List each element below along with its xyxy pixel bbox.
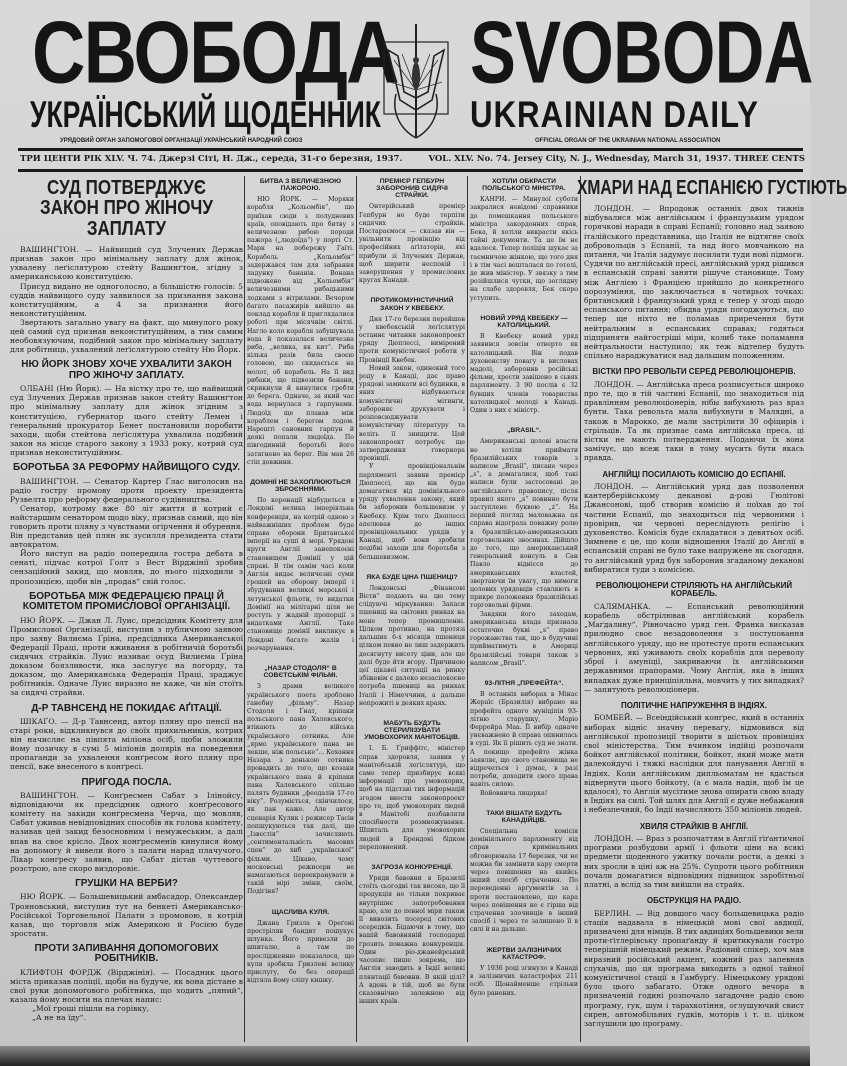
article-paragraph: БЕРЛИН. — Від довшого часу большевицька радіо стація надавала в німецькій мові свої авдиції, призначені для німців. В тих авдиціях большевики вели проти-ґітлерівську пропаґанду й критикували гостро теперішній німецький режим. Радіовий спікер, хоч мав виразний російський акцент, кожний раз запевняв слухачів, що ця програма виходить з одної тайної комуністичної стації в Гамбурґу. Німецькому урядові було цього забагато. Отже одного вечора в призначеній годині розпочало загадочне радіо свою програму, гук, шум і тарахкотіння, оглушуючий свист сирен, автомобільних гудків, моторів і т. п. цілком заглушили цю програму. xyxy=(584,908,804,1028)
column-2 xyxy=(247,178,354,1044)
article-headline: БОРОТЬБА МІЖ ФЕДЕРАЦІЄЮ ПРАЦІ Й КОМІТЕТОМ ПРОМИСЛОВОЇ ОРГАНІЗАЦІЇ. xyxy=(22,590,231,613)
article-paragraph: Американські цолові власти не хотіли приймати бразилійських товарів з написом „Brasil“, писане через „s“, а домагалися, щоб такі написи були застосовані до англійського правопису, після правил якого „s“ повинно бути заступлене буквою „z“. На перший погляд маловажна ця справа відограла поважну ролю в бразилійсько-американських торговельних зносинах. Дійшло до того, що американський ґенеральний консуль в Сан Павло віднісся до американських властей, звертаючи їм увагу, що вимоги цолових урядовців ставляють в прикре положення бразилійські торговельні фірми. xyxy=(470,438,578,610)
article-paragraph: ОЛБАНІ (Ню Йорк). — На вістку про те, що найвищий суд Злучених Держав признав закон стейту Вашинґтон про мінімальну заплату для жінок згідним з конституцією, ґубернатор цього стейту Лемен і ґенеральний прокуратор Бенет постановили поробити заходи, щоби стейтова леґіслятура ухвалила подібний закон на місце старого закону з 1933 року, котрий суд признав неконституційним. xyxy=(10,384,243,457)
article-paragraph: ЛОНДОН. — Англійський уряд дав позволення кантерберійському деканові д-рові Гюлітові Джансонові, щоб створив комісію й поїхав до тої частини Еспанії, що знаходиться під червоними і провірив, чи червоні переслідують релігію і духовенство. Комісія буде складатися з девятьох осіб. Зимнене є це, що коли відношення Італії до Англії в еспанській справі не було таке напружене як сьогодня, то англійський уряд був заборонив згаданому деканові вибиратися туди з комісією. xyxy=(584,482,804,574)
masthead-tagline-latin: OFFICIAL ORGAN OF THE UKRAINIAN NATIONAL ASSOCIATION xyxy=(535,138,721,144)
article-paragraph: Лондонські „Фінансові Вісти“ подають на цю тему слідуючі міркування: Запаси пшениці на світових ринках на мене тепер промишленні. Цілком противно, на протязі дальших 6-х місяців пшениця цілком певно не лиш задержить досягнуту висоту ціни, але ще далі буде йти вгору. Причиною цеї цікавої ситуації на ринку збіжевім є далеко незаспокоєне потреба пшениці на ринках Італії і Німеччини, а дальше непрожиті в деяких краях. xyxy=(359,584,465,707)
article-headline: АНГЛІЙЦІ ПОСИЛАЮТЬ КОМІСІЮ ДО ЕСПАНІЇ. xyxy=(602,469,786,479)
article-paragraph: НЮ ЙОРК. — Большевицький амбасадор, Олександер Трояновський, виступив тут на бенкеті Американсько-Російської Торговельної Палати з промовою, в котрій казав, що торговля між Америкою й Росією буде зростати. xyxy=(10,892,243,938)
article-paragraph: САЛЯМАНКА. — Еспанський революційний корабель обстрілював англійський корабель „Маґдалину“. Рівночасно уряд ген. Франка висказав прилюдно своє незадоволення з поступовання англійського уряду, що не протестує проти еспанських червоних, які уживають своїх кораблів для переволу зброї і амуніції, закриваючи їх англійськими державними прапорами. Чому Англія, яка в інших випадках дуже принціпіяльна, мовчить у тих випадках? — запитують революціонери. xyxy=(584,601,804,694)
article xyxy=(10,704,243,772)
article-paragraph: У провінціональнім парляменті заявив премієр Дюплессі, що він буде домагатися від домініяльного уряду ухвалення закону, який би заборонив большевизм у Квебеку. Крім того Дюплессі апелював до інших провінціональних урядів у Канаді, щоб вони зробили подібні заходи для боротьби з большевизмом. xyxy=(359,463,465,561)
column-5 xyxy=(577,177,847,1044)
article-headline: ВІСТКИ ПРО РЕВОЛЬТИ СЕРЕД РЕВОЛЮЦІОНЕРІВ. xyxy=(592,367,796,377)
article-verse-line: „Мої гроші пішли на горівку, xyxy=(32,1004,150,1014)
article-headline: НЮ ЙОРК ЗНОВУ ХОЧЕ УХВАЛИТИ ЗАКОН ПРО ЖІНОЧУ ЗАПЛАТУ. xyxy=(21,359,232,381)
masthead-subtitle-cyrillic: УКРАЇНСЬКИЙ ЩОДЕННИК xyxy=(30,93,381,136)
article-paragraph: Присуд видано не одноголосно, а більшістю голосів: 5 суддів найвищого суду заявилося за признання закона конституційним, а 4 за признання його неконституційним. xyxy=(10,281,243,318)
article-paragraph: ВАШИНҐТОН. — Найвищий суд Злучених Держав признав закон про мінімальну заплату для жінок, ухвалену леґіслятурою стейту Вашинґтон, згідну з американською конституцією. xyxy=(10,245,243,282)
masthead-title-latin: SVOBODA xyxy=(470,2,813,102)
article-headline: ПРИГОДА ПОСЛА. xyxy=(81,776,172,788)
article xyxy=(584,582,804,694)
article-paragraph: Його виступ на радіо попередила гостра дебата в сенаті, підчас котрої Голт з Вест Вірджінії зробив сензаційний закид, що мовляв, до нього підходили з пропозицією, щоби він „продав“ свій голос. xyxy=(10,549,243,586)
article xyxy=(247,479,354,653)
article xyxy=(470,315,578,415)
article-headline: ПРОТИ ЗАПИВАННЯ ДОПОМОГОВИХ РОБІТНИКІВ. xyxy=(34,942,219,965)
article-headline: ХМАРИ НАД ЕСПАНІЄЮ ГУСТІЮТЬ xyxy=(577,177,847,199)
column-1 xyxy=(10,178,243,1044)
column-divider xyxy=(356,176,357,1042)
article-headline: ХОТІЛИ ОБКРАСТИ ПОЛЬСЬКОГО МІНІСТРА. xyxy=(482,178,566,193)
scan-edge xyxy=(0,1046,810,1066)
article xyxy=(247,665,354,897)
article-headline: ГРУШКИ НА ВЕРБИ? xyxy=(75,877,178,889)
article-headline: 93-ЛІТНЯ „ПРЕФЕЙТА“. xyxy=(484,679,564,687)
article xyxy=(470,680,578,798)
article-paragraph: Сенатор, котрому вже 80 літ життя й котрий є найстаршим сенатором щодо віку, признав самий, що він говорить проти пляну з чувствами огірчення й обурення. Він представив цей плян як зусилля президента стати автократом. xyxy=(10,503,243,550)
article-headline: БОРОТЬБА ЗА РЕФОРМУ НАЙВИЩОГО СУДУ. xyxy=(12,462,241,474)
article xyxy=(359,864,465,1006)
article-paragraph: По коронації відбудеться в Лондоні велика імперіяльна конференція, на котрій одною з найважніших проблем буде справа оборони Британської імперії на суші й морі. Урядові круги Англії занепокоєні становищем Домінії у цій справі. В тім самім часі коли Англія видає величезні суми грошей на оборону імперії і збудування великої морської і летунської фльоти, то видатки Домінії на мілітарні ціли не ростуть у жадній пропорції з видатками Англії. Таке становище домінії викликує в Лондоні багато жалів і розчарування. xyxy=(247,497,354,652)
article-headline: „BRASIL“. xyxy=(507,427,541,435)
article-paragraph: І. Б. Ґриффітс, міністер справ здоровля, заявив у манітобській леґіслятурі, що саме тепер призбирує всякі інформації про умовохорих, щоб на підставі тих інформацій згодом внести законопроект про те, щоб умовохорих людей в Манітобі позбавляти спосібности розмножування. Шпиталь для умовохорих людей в Брендоні бідком переповнений. xyxy=(359,745,465,851)
dateline-rule xyxy=(18,169,803,172)
article-headline: „НАЗАР СТОДОЛЯ“ В СОВЄТСЬКІМ ФІЛЬМІ. xyxy=(263,665,338,680)
article-paragraph: В Квебеку новий уряд заявився зовсім отверто як католицький. Він подав духовенству повагу в висловах мадолі, заборонив російські фільми, хрести завішено в сьвях парляменту. З 90 послів є 32 бувших членів товариства католицької молоді в Канаді. Один з них є міністр. xyxy=(470,333,578,414)
article xyxy=(359,178,465,285)
trident-emblem-icon xyxy=(378,20,454,150)
article xyxy=(359,574,465,708)
article xyxy=(10,178,243,354)
article-paragraph: У 1936 році згинуло в Канаді в залізничих катастрофах 211 осіб. Щонайменше стрільки було ранених. xyxy=(470,964,578,997)
column-divider xyxy=(467,176,468,1042)
article xyxy=(584,471,804,574)
article xyxy=(10,463,243,586)
article-paragraph: БОМБЕЙ. — Всеіндійський конґрес, який в останніх виборах відніс значну перевагу, відмовився від англійської пропозиції творити в шістьох провінціях свої міністерства. Тим вчинком індійці розпочали бойкот англійської політики, бойкот, який може мати далекойдучі і тяжкі наслідки для панування Англії в Індіях. Коли англійським дипльоматам не вдасться відвернути цього бойкоту, (а є мала надія, щоб їм це вдалося), то Англія мусітиме знова опирати свою владу в Індіях на силі. Той шлях для Англії є дуже небажаний і небезпечний, бо Індії начисляють 350 міліонів людей. xyxy=(584,713,804,815)
article-paragraph: Дня 17-го березня перейшов у квебекській леґіслятурі останнє читання законопроект уряду Дюплессі, вимірений проти комуністичної роботи у Провінції Квебек. xyxy=(359,315,465,364)
article-paragraph: НЮ ЙОРК. — Джан Л. Луис, предсідник Комітету для Промислової Організації, виступив з публичною заявою про заяву Вилиєма Ґріна, предсідника Американської Федерації Праці, проти вживання в робітничій боротьбі сидячих страйків. Луис називає осуд Вилиєма Ґріна доказом боязливости, яка заслугує на погорду, та доказом, що Американська Федерація Праці, зраджує робітників. Одначе Луис виразно не каже, чи він стоїть за сидячі страйки. xyxy=(10,615,243,698)
article-paragraph: Войовнича лицарка! xyxy=(480,789,548,797)
article-headline: ТАКИ ВІШАТИ БУДУТЬ КАНАДІЙЦІВ. xyxy=(486,809,562,824)
article-headline: НОВИЙ УРЯД КВЕБЕКУ — КАТОЛИЦЬКИЙ. xyxy=(480,314,568,330)
article xyxy=(577,177,847,361)
article-headline: ЯКА БУДЕ ЦІНА ПШЕНИЦІ? xyxy=(366,573,458,581)
article xyxy=(470,178,578,303)
article-headline: ЗАГРОЗА КОНКУРЕНЦІЇ. xyxy=(371,863,453,871)
article-paragraph: ЛОНДОН. — Англійська преса розписується широко про те, що в тій частині Еспанії, що знаходиться під правлінням революціонерів, нібы вибухають раз враз бунти. Така револьта мала вибухнути в Малядні, а також в Марокко, де мали застрілити 30 офіцирів і стрільців. Та як признає сама англійська преса, ці вістки не мають потвердження. Подаючи їх вона замічує, що всеж таки в тому мусить бути якась правда. xyxy=(584,379,804,463)
article xyxy=(584,823,804,890)
article-paragraph: КАНРИ. — Минулої суботи закралися невідомі справники до помешкання польського міністра закордонних справ, Бека, й хотіли викрасти якісь тайні документи. Та це їм не вдалося. Тепер поліція шукає за таємничою жінкою, що того дня і в тім часі вешталася по готелі, де жив міністер. У звязку з тим розійшлися чутки, що зоглядну на слабе здоровля, Бек скоро уступить. xyxy=(470,196,578,302)
article-headline: ХВИЛЯ СТРАЙКІВ В АНГЛІЇ. xyxy=(639,821,749,831)
article xyxy=(10,944,243,1023)
column-divider xyxy=(244,176,245,1042)
article xyxy=(584,702,804,815)
dateline xyxy=(20,154,805,166)
article-headline: ПОЛІТИЧНЕ НАПРУЖЕННЯ В ІНДІЯХ. xyxy=(621,700,767,710)
article-paragraph: В останніх виборах в Мінас Жераїс (Бразилія) вибрано на префейта одного муніціпія 93-літню старушку, Маріо Феррейра Маа. Її вибір одначе унєважнено й справа опинилась в суді. Як її рішить суд не знати. А покищо префейто жінка заявляє, що свого становища не відречеться і думає, в разі потреби, доходити свого права навіть силою. xyxy=(470,691,578,789)
masthead-title-cyrillic: СВОБОДА xyxy=(32,2,398,102)
article-headline: ОБСТРУКЦІЯ НА РАДІО. xyxy=(646,896,742,906)
article-headline: РЕВОЛЮЦІОНЕРИ СТРІЛЯЮТЬ НА АНГЛІЙСЬКИЙ КОРАБЕЛЬ. xyxy=(595,581,793,599)
masthead-subtitle-latin: UKRAINIAN DAILY xyxy=(470,93,759,136)
article xyxy=(584,897,804,1028)
article-paragraph: ЛОНДОН. — Враз з розпочаттям в Англії ґіґантичної програми розбудови армії і фльоти ціни на всякі предмети щоденного ужитку почали рости, а деякі з них зросли в ціні аж на 25%. Супроти цього робітники почали домагатися відповідних підвищок заробітньої платні, а вслід за тим вийшли на страйк. xyxy=(584,833,804,889)
article-paragraph: Уряди бавовни в Бразилії стоїть сьогодні так високо, що її продукція не тільки покриває внутрішнє запотребовання краю, але до певної міри також її вивозить посеред світових осередків. Бідаючи в тому, що вашій бавовняній господарці грозить поважна конкуренція. Один ріо-джанейрський часопис пише зокрема, що Англія заводить в Індії великі плянтації бавовни. В якій цілі? А вдень в тій, щоб не бути сказовнічно залежною від інших країв. xyxy=(359,875,465,1006)
article-paragraph: НЮ ЙОРК. — Моряки корабля „Кольомбія“, що приїхав сюди з полудневих країв, оповідають про битву з величезною рибою породи пажора („людоїда“) у порті Ст. Марк на побережу Гаїті. Корабель „Кольомбія“ задержався там для забрання ладунку бананів. Вонана підвожено від „Кольомбія“ величезними рибацькими лодками з вітрилами. Вечором багато пасажирів вийшло на поклад корабля й приглядалися роботі при місячнім світлі. Нагло коло корабля забушувала вода й показалася величезна риба, „велика, як кит“. Риба кілька разів била своєю головою, що скидається на молот, об корабель. На її вид рибаки, що підвозили банани, скрикнули й кинулися гребти до берега. Одначе, за який час вода вернулася з гарпунами. Людоїд ще плавав між кораблем і берегом лодом. Нарешті сановник гарпун й деякі попали людоїда. По півгодинній боротьбі його затягнено на берег. Він мав 26 стіп довжини. xyxy=(247,196,354,466)
masthead-rule xyxy=(18,148,803,151)
article-headline: ЖЕРТВИ ЗАЛІЗНИЧИХ КАТАСТРОФ. xyxy=(486,946,562,961)
article-headline: ПРОТИКОМУНІСТИЧНИЙ ЗАКОН У КВЕБЕКУ. xyxy=(370,297,454,312)
article-paragraph: Звертають загально увагу на факт, що минулого року цей самий суд признав неконституційним, а тим самим необовязуючим, подібний закон про мінімальну заплату для робітниць, ухвалений леґіслятурою стейту Ню Йорк. xyxy=(10,317,243,355)
article-paragraph: Джана Ґризла в Ореґоні простріляв бандит пошукує шлунка. Його привезли до шпиталю, а там по прослідженню показалося, що куля зробила Ґризлеві велику прислугу, бо без операції відтяла йому сліпу кишку. xyxy=(247,919,354,985)
article-paragraph: Завдяки його заходам, американська влада признала остаточно букві „s“ право горожанства так, що в будучині прийматимуть в Америці бразилійські товари також з написом „Brasil“. xyxy=(470,610,578,667)
article xyxy=(584,368,804,462)
article-paragraph: ШІКАҐО. — Д-р Тавнсенд, автор пляну про пенсії на старі роки, відкликнувся до своїх прихильників, котрих він начисляє на півпята міліона осіб, щоби зложили йому позичку в сумі 5 міліонів долярів на поведення пропаганди за ухвалення конґресом його пляну про пенсії, вже внесеного в конґресі. xyxy=(10,717,243,772)
article-headline: СУД ПОТВЕРДЖУЄ ЗАКОН ПРО ЖІНОЧУ ЗАПЛАТУ xyxy=(40,177,213,240)
article-headline: МАБУТЬ БУДУТЬ СТЕРИЛІЗУВАТИ УМОВОХОРИХ МАНІТОБЦІВ. xyxy=(364,719,460,742)
article xyxy=(470,427,578,668)
dateline-ukrainian: ТРИ ЦЕНТИ РІК XLV. Ч. 74. Джерзі Сіті, Н. Дж., середа, 31-го березня, 1937. xyxy=(20,154,403,164)
article xyxy=(10,360,243,457)
article-paragraph: Онтерійський премієр Гепбурн не буде терпіти сидячих страйків. Постараємося — сказав він — увільнити провінцію від професійних аґітаторів, які прибули зі Злучених Держав, щоб ширити неспокій і заворушення у промислових кругах Канади. xyxy=(359,203,465,285)
article xyxy=(470,947,578,998)
article-paragraph: ЛОНДОН. — Впродовж останніх двох тижнів відбувалися між англійським і французьким урядом горячкові наради в справі Еспанії; головно над заявою італійського представника, що Італія не відтягне своїх добровольців з Еспанії, та над його мовчанкою на питання, чи Італія задумує посилати туди нові підмоги. Судячи по англійській пресі, англійський уряд рішився в еспанській справі заняти рішуче становище. Тому між Англією і Францією прийшло до конкретного порозуміння, що заключається в чотирьох точках: британський і французький уряд є тепер у згоді щодо еспанського питання; обидва уряди погоджуються, що тепер ще ніхто не поламав приречення бути нейтральним в еспанських справах; годяться підприняти найгостріші міри, колиб таке поламання нейтральности наступило; як теж відтепер будуть спільно нараджуватися над дальшим положенням. xyxy=(584,204,804,361)
article xyxy=(10,778,243,873)
article xyxy=(247,909,354,986)
column-divider xyxy=(580,176,581,1042)
article-verse-line: „А не на їду“. xyxy=(32,1013,86,1023)
article-headline: ПРЕМІЄР ГЕПБУРН ЗАБОРОНИВ СИДЯЧІ СТРАЙКИ. xyxy=(376,178,448,200)
article xyxy=(359,720,465,852)
masthead-tagline-cyrillic: УРЯДОВИЙ ОРГАН ЗАПОМОГОВОЇ ОРГАНІЗАЦІЇ УКРАЇНСЬКИЙ НАРОДНИЙ СОЮЗ xyxy=(60,138,303,144)
column-4 xyxy=(470,178,578,1044)
article-paragraph: Новий закон, одинокий того роду в Канаді, дає право урядові замикати всі будинки, в яких відбуваються комуністичні мітинґи, забороняє друкувати і розповсюджувати комуністичну літературу та веліть її знищити. Цей законопроект потребує ще затвердження ґовернора провінції. xyxy=(359,364,465,463)
article-paragraph: ВАШИНҐТОН. — Конґресмен Сабат з Ілінойсу, відповідаючи як предсідник одного конґресового комітету на закиди конґресмена Черча, що мовляв, Сабат уживав невідповідних способів як голова комітету, називав цей закид безосновним і немужеським, а далі впав на своє крісло. Двох конґресменів кинулися йому на допомогу й вивели його з палати нарад плачучого. Лікар конґресу заявив, що Сабат дістав чуттевого розстрою, але скоро виздоровіє. xyxy=(10,791,243,873)
masthead xyxy=(0,0,813,150)
article xyxy=(10,592,243,698)
article-headline: Д-Р ТАВНСЕНД НЕ ПОКИДАЄ АҐІТАЦІЇ. xyxy=(31,702,222,714)
article-paragraph: ВАШИНҐТОН. — Сенатор Картер Ґлас виголосив на радіо гостру промову проти проекту президента Рузвелта про реформу федерального судівництва. xyxy=(10,476,243,504)
article-headline: ЩАСЛИВА КУЛЯ. xyxy=(271,908,330,916)
article-headline: БИТВА З ВЕЛИЧЕЗНОЮ ПАЖОРОЮ. xyxy=(259,178,342,193)
article-paragraph: Спеціяльна комісія домініяльного парляменту від справ кримінальних обговорювала 17 березня, чи не можна би замінити кару смерти через повішення на якийсь інший спосіб страчення. По переведенні арґументів за і проти постановлено, що кара через повішення не є гірша від страчення злочинців в інший спосіб і через те залишено її в силі й на дальше. xyxy=(470,828,578,934)
article xyxy=(10,879,243,938)
article xyxy=(470,810,578,935)
article-paragraph: З драми великого українського поета зроблено ґанебну „фільму“. Назар Стодоля і Ґнат, кріпаки польського пана Халевського, втікають до війська українського сотника. Але „ярмо українського пана не лекше, ніж польське“... Кохання Назара з донькою сотника провадить до того, що козаки українського пана й кріпаки пана Халевського спільно палять будинки „феодалів 17-го віку“. Розуміється, скінчилося, як пан каже. Але автор сценарія Кулик і режисер Тасін попшукуються так далі, що „Ізвєстія“ зачисляють „сентиментальність масових сцен“ до хиб „української“ фільми. Цікаво, чому московські режисери не намагаються переекранувати в такій мірі зміни, своїм, Подігіня? xyxy=(247,683,354,896)
article-headline: ДОМІНІЇ НЕ ЗАХОПЛЮЮТЬСЯ ЗБРОЄННЯМИ. xyxy=(250,478,351,494)
article-paragraph: КЛИФТОН ФОРДЖ (Вірджінія). — Посадник цього міста приказав поліції, щоби на будуче, як вона дістане в свої руки допомогового робітника, що ходить „пяний“, казала йому носити на плечах напис: xyxy=(10,967,243,1005)
column-3 xyxy=(359,178,465,1044)
dateline-english: VOL. XLV. No. 74. Jersey City, N. J., Wednesday, March 31, 1937. THREE CENTS xyxy=(428,154,805,164)
article xyxy=(359,297,465,561)
article xyxy=(247,178,354,467)
